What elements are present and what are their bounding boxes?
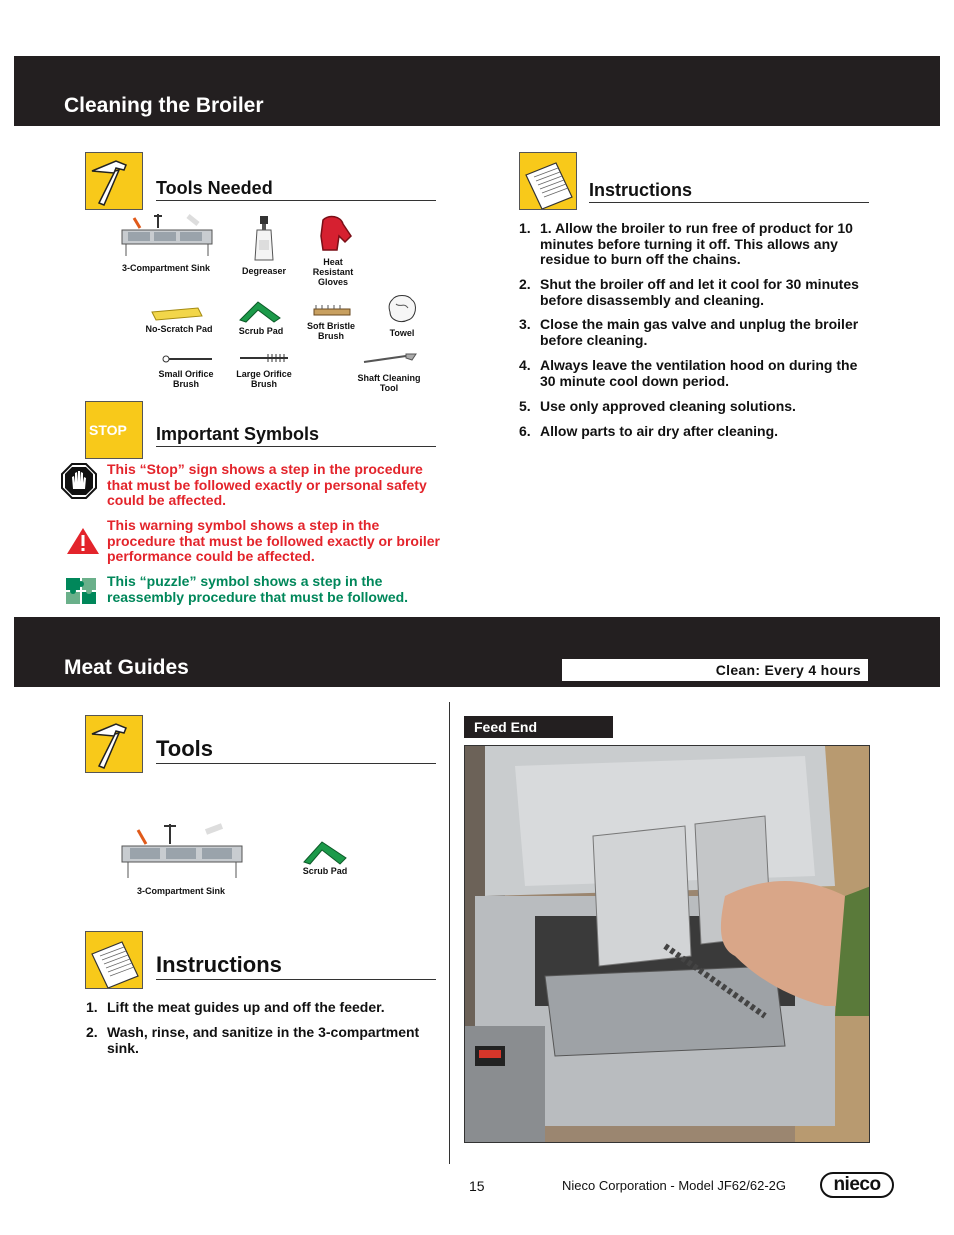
large-orifice-brush-icon (238, 352, 290, 364)
step-text: Lift the meat guides up and off the feeder. (107, 999, 385, 1015)
step-number: 2. (86, 1024, 98, 1040)
step-text: 1. Allow the broiler to run free of product for 10 minutes before turning it off. This allows any residue to burn off the chains. (540, 220, 853, 267)
clean-schedule: Clean: Every 4 hours (562, 659, 868, 681)
small-orifice-brush-icon (162, 354, 214, 364)
no-scratch-pad-icon (150, 306, 204, 322)
column-divider (449, 702, 450, 1164)
step-text: Allow parts to air dry after cleaning. (540, 423, 779, 439)
stop-badge-text: STOP (89, 422, 127, 438)
nieco-logo-text: nieco (833, 1174, 881, 1195)
meat-guides-title: Meat Guides (64, 656, 189, 679)
shaft-cleaning-tool-icon (362, 352, 418, 366)
warning-icon (66, 527, 100, 555)
spray-bottle-icon (252, 214, 276, 262)
gloves-label: Heat Resistant Gloves (312, 257, 354, 287)
step-number: 4. (519, 357, 531, 373)
puzzle-symbol-text: This “puzzle” symbol shows a step in the reassembly procedure that must be followed. (107, 573, 409, 605)
instructions-paper-icon (85, 931, 143, 989)
step-number: 1. (519, 220, 531, 236)
towel-icon (386, 294, 418, 324)
cleaning-broiler-banner (14, 56, 940, 126)
scrub-pad-icon (302, 840, 348, 866)
puzzle-icon (64, 574, 98, 606)
meat-guides-banner (14, 617, 940, 687)
stop-badge (85, 401, 143, 459)
footer-company: Nieco Corporation - Model JF62/62-2G (562, 1178, 786, 1193)
tools-needed-heading: Tools Needed (156, 178, 436, 201)
step-number: 1. (86, 999, 98, 1015)
large-orifice-brush-label: Large Orifice Brush (236, 369, 292, 389)
scrub-pad-label: Scrub Pad (238, 326, 284, 336)
warning-symbol-text: This warning symbol shows a step in the procedure that must be followed exactly or broiler performance could be affected. (107, 517, 440, 564)
step-number: 6. (519, 423, 531, 439)
small-orifice-brush-label: Small Orifice Brush (158, 369, 214, 389)
instructions-paper-icon (519, 152, 577, 210)
nieco-logo (820, 1172, 894, 1198)
step-number: 2. (519, 276, 531, 292)
soft-brush-label: Soft Bristle Brush (306, 321, 355, 341)
step-number: 5. (519, 398, 531, 414)
step-text: Wash, rinse, and sanitize in the 3-compartment sink. (107, 1024, 420, 1056)
degreaser-label: Degreaser (241, 266, 287, 276)
sink-icon (118, 212, 216, 258)
sink-label: 3-Compartment Sink (121, 263, 210, 273)
feed-end-photo (464, 745, 870, 1143)
meat-instructions-heading: Instructions (156, 952, 436, 980)
stop-symbol-text: This “Stop” sign shows a step in the procedure that must be followed exactly or personal safety could be affected. (107, 461, 427, 508)
feed-end-label: Feed End (464, 716, 613, 738)
step-number: 3. (519, 316, 531, 332)
sink-label: 3-Compartment Sink (136, 886, 225, 896)
scrub-pad-icon (238, 300, 282, 324)
step-text: Shut the broiler off and let it cool for 30 minutes before disassembly and cleaning. (540, 276, 859, 308)
shaft-cleaning-tool-label: Shaft Cleaning Tool (357, 373, 421, 393)
step-text: Use only approved cleaning solutions. (540, 398, 796, 414)
step-text: Close the main gas valve and unplug the broiler before cleaning. (540, 316, 859, 348)
cleaning-broiler-title: Cleaning the Broiler (64, 94, 264, 117)
sink-icon (118, 822, 246, 880)
glove-icon (315, 214, 355, 254)
hammer-icon (85, 715, 143, 773)
stop-hand-icon (61, 463, 97, 499)
no-scratch-pad-label: No-Scratch Pad (145, 324, 213, 334)
scrub-pad-label: Scrub Pad (302, 866, 348, 876)
page-number: 15 (469, 1178, 485, 1194)
tools-heading: Tools (156, 736, 436, 764)
important-symbols-heading: Important Symbols (156, 424, 436, 447)
hammer-icon (85, 152, 143, 210)
instructions-heading: Instructions (589, 180, 869, 203)
soft-brush-icon (312, 305, 352, 319)
step-text: Always leave the ventilation hood on during the 30 minute cool down period. (540, 357, 858, 389)
towel-label: Towel (389, 328, 415, 338)
